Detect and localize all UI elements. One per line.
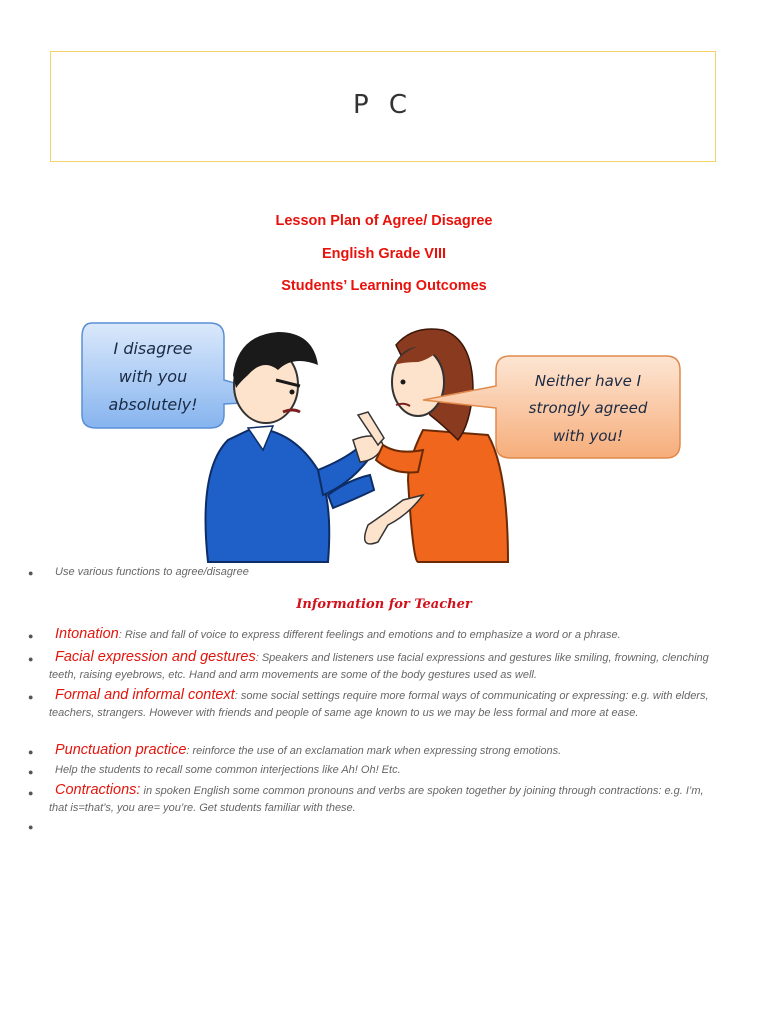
- page-title: P C: [352, 90, 414, 120]
- bullet-dot: ●: [28, 747, 34, 757]
- term-description: : some social settings require more formal ways of communicating or expressing: e.g. with elders, teachers, strangers. However with friends and people of same age known to us we may be less formal and more at ease.: [49, 690, 709, 719]
- grade-heading: English Grade VIII: [321, 246, 447, 262]
- left-bubble-line-3: absolutely!: [108, 395, 198, 414]
- info-heading: Information for Teacher: [296, 597, 472, 612]
- right-bubble-line-2: strongly agreed: [528, 399, 648, 417]
- bullet-dot: ●: [28, 788, 34, 798]
- agree-disagree-illustration: [78, 320, 688, 565]
- header-box: [50, 51, 716, 162]
- list-item-intonation: [49, 626, 719, 644]
- term-label: Punctuation practice: [55, 742, 187, 758]
- term-label: Formal and informal context: [55, 687, 235, 703]
- term-description: : reinforce the use of an exclamation mark when expressing strong emotions.: [186, 745, 562, 757]
- term-description: Help the students to recall some common interjections like Ah! Oh! Etc.: [55, 764, 401, 776]
- term-description: in spoken English some common pronouns and verbs are spoken together by joining through contractions: e.g. I’m, that is=that’s, you are= you’re. Get students familiar with these.: [49, 785, 704, 814]
- outcome-item: Use various functions to agree/disagree: [55, 566, 249, 578]
- term-label: Facial expression and gestures: [55, 649, 256, 665]
- list-item-contractions: [49, 782, 719, 817]
- term-label: Intonation: [55, 626, 119, 642]
- right-bubble-line-1: Neither have I: [534, 372, 642, 390]
- term-description: : Rise and fall of voice to express different feelings and emotions and to emphasize a word or a phrase.: [118, 629, 621, 641]
- lesson-title: Lesson Plan of Agree/ Disagree: [275, 213, 493, 229]
- bullet-dot: ●: [28, 654, 34, 664]
- list-item-facial-expression: [49, 649, 719, 684]
- bullet-dot: ●: [28, 692, 34, 702]
- boy-figure: [206, 332, 384, 562]
- bullet-dot: ●: [28, 822, 34, 832]
- bullet-dot: ●: [28, 631, 34, 641]
- left-bubble-line-2: with you: [118, 367, 188, 386]
- list-item-interjections: [49, 762, 719, 779]
- left-bubble-line-1: I disagree: [113, 339, 193, 358]
- bullet-dot: ●: [28, 767, 34, 777]
- list-item-punctuation: [49, 742, 719, 760]
- right-bubble-line-3: with you!: [552, 427, 624, 445]
- term-label: Contractions:: [55, 782, 141, 798]
- term-description: : Speakers and listeners use facial expressions and gestures like smiling, frowning, clenching teeth, raising eyebrows, etc. Hand and arm movements are some of the body gestures used as well.: [49, 652, 709, 681]
- bullet-dot: ●: [28, 568, 34, 578]
- list-item-formal-informal: [49, 687, 719, 722]
- outcomes-heading: Students’ Learning Outcomes: [281, 278, 487, 294]
